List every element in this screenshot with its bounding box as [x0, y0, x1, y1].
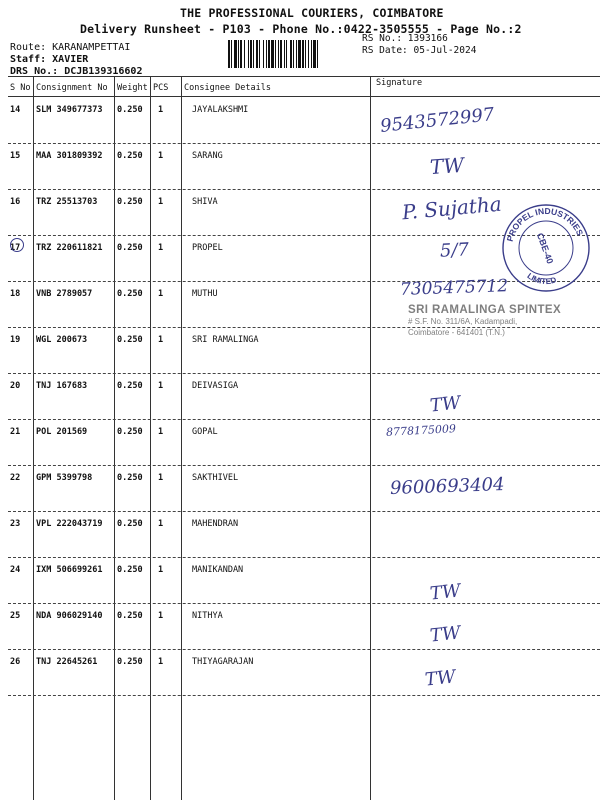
cell-weight: 0.250 — [117, 151, 143, 161]
cell-weight: 0.250 — [117, 381, 143, 391]
stamp-address-line1: # S.F. No. 311/6A, Kadampadi, — [408, 317, 518, 326]
table-row — [0, 374, 600, 420]
signature-handwriting: 7305475712 — [399, 276, 509, 300]
cell-consignment-no: IXM 506699261 — [36, 565, 103, 575]
table-row — [0, 604, 600, 650]
column-header-pcs: PCS — [153, 83, 169, 93]
cell-consignee: MUTHU — [192, 289, 218, 299]
staff-value: XAVIER — [52, 54, 89, 65]
runsheet-title: Delivery Runsheet - P103 - Phone No.:0422-3505555 - Page No.:2 — [80, 22, 522, 36]
signature-handwriting: TW — [428, 392, 462, 417]
cell-weight: 0.250 — [117, 473, 143, 483]
cell-sno: 25 — [10, 611, 21, 621]
table-row — [0, 558, 600, 604]
signature-handwriting: TW — [428, 622, 462, 647]
signature-handwriting: 9600693404 — [389, 474, 505, 499]
rs-no-value: 1393166 — [407, 33, 448, 44]
cell-pcs: 1 — [158, 473, 164, 483]
cell-consignee: DEIVASIGA — [192, 381, 239, 391]
company-title: THE PROFESSIONAL COURIERS, COIMBATORE — [180, 6, 444, 20]
table-row — [0, 512, 600, 558]
cell-consignment-no: GPM 5399798 — [36, 473, 93, 483]
signature-handwriting: TW — [429, 152, 465, 180]
drs-value: DCJB139316602 — [64, 66, 143, 77]
seal-top-text: PROPEL INDUSTRIES — [504, 205, 586, 243]
cell-consignment-no: TNJ 22645261 — [36, 657, 98, 667]
cell-consignment-no: VNB 2789057 — [36, 289, 93, 299]
propel-company-seal — [500, 202, 592, 294]
cell-consignment-no: WGL 200673 — [36, 335, 88, 345]
cell-consignee: SAKTHIVEL — [192, 473, 239, 483]
cell-consignee: MANIKANDAN — [192, 565, 244, 575]
stamp-address-line2: Coimbatore - 641401 (T.N.) — [408, 328, 505, 337]
barcode — [228, 40, 356, 68]
cell-consignment-no: MAA 301809392 — [36, 151, 103, 161]
cell-pcs: 1 — [158, 657, 164, 667]
header-bottom-rule — [8, 96, 600, 97]
route-value: KARANAMPETTAI — [52, 42, 131, 53]
cell-pcs: 1 — [158, 289, 164, 299]
route-label: Route: — [10, 42, 47, 53]
staff-label: Staff: — [10, 54, 47, 65]
cell-consignee: THIYAGARAJAN — [192, 657, 254, 667]
cell-sno: 23 — [10, 519, 21, 529]
rs-date-value: 05-Jul-2024 — [413, 45, 477, 56]
cell-sno: 26 — [10, 657, 21, 667]
cell-sno: 22 — [10, 473, 21, 483]
rs-no-label: RS No.: — [362, 33, 403, 44]
signature-handwriting: TW — [428, 580, 462, 605]
cell-sno: 18 — [10, 289, 21, 299]
cell-weight: 0.250 — [117, 243, 143, 253]
cell-consignee: MAHENDRAN — [192, 519, 239, 529]
cell-sno: 17 — [10, 243, 21, 253]
cell-sno: 19 — [10, 335, 21, 345]
rs-no-line — [362, 33, 448, 44]
cell-consignee: PROPEL — [192, 243, 223, 253]
cell-pcs: 1 — [158, 427, 164, 437]
cell-sno: 20 — [10, 381, 21, 391]
staff-line — [10, 54, 88, 65]
cell-consignment-no: TRZ 25513703 — [36, 197, 98, 207]
cell-weight: 0.250 — [117, 565, 143, 575]
table-row — [0, 650, 600, 696]
seal-bottom-text: LIMITED — [525, 271, 558, 287]
cell-pcs: 1 — [158, 151, 164, 161]
cell-pcs: 1 — [158, 335, 164, 345]
svg-text:LIMITED — [525, 271, 557, 286]
column-header-consignment: Consignment No — [36, 83, 108, 93]
cell-consignment-no: SLM 349677373 — [36, 105, 103, 115]
drs-label: DRS No.: — [10, 66, 59, 77]
cell-pcs: 1 — [158, 519, 164, 529]
cell-pcs: 1 — [158, 197, 164, 207]
cell-sno: 15 — [10, 151, 21, 161]
cell-pcs: 1 — [158, 565, 164, 575]
signature-handwriting: 5/7 — [439, 239, 470, 262]
cell-pcs: 1 — [158, 105, 164, 115]
row-separator — [8, 695, 600, 696]
cell-weight: 0.250 — [117, 197, 143, 207]
cell-weight: 0.250 — [117, 611, 143, 621]
cell-consignee: SRI RAMALINGA — [192, 335, 259, 345]
cell-consignment-no: TRZ 220611821 — [36, 243, 103, 253]
table-top-rule — [8, 76, 600, 77]
signature-handwriting: P. Sujatha — [401, 191, 503, 225]
column-header-signature: Signature — [376, 78, 423, 88]
sri-ramalinga-stamp — [408, 305, 561, 338]
table-row — [0, 144, 600, 190]
signature-handwriting: TW — [423, 666, 457, 691]
cell-weight: 0.250 — [117, 105, 143, 115]
cell-weight: 0.250 — [117, 519, 143, 529]
stamp-company-name: SRI RAMALINGA SPINTEX — [408, 304, 562, 316]
cell-weight: 0.250 — [117, 657, 143, 667]
rs-date-label: RS Date: — [362, 45, 408, 56]
cell-consignee: SARANG — [192, 151, 223, 161]
signature-handwriting: 8778175009 — [385, 422, 457, 439]
cell-consignee: SHIVA — [192, 197, 218, 207]
cell-pcs: 1 — [158, 381, 164, 391]
cell-consignment-no: VPL 222043719 — [36, 519, 103, 529]
cell-sno: 14 — [10, 105, 21, 115]
route-line — [10, 42, 130, 53]
table-row — [0, 466, 600, 512]
cell-consignment-no: POL 201569 — [36, 427, 88, 437]
cell-consignee: GOPAL — [192, 427, 218, 437]
cell-pcs: 1 — [158, 611, 164, 621]
cell-weight: 0.250 — [117, 289, 143, 299]
cell-sno: 21 — [10, 427, 21, 437]
cell-sno: 24 — [10, 565, 21, 575]
row-mark-circle — [10, 238, 24, 252]
cell-consignment-no: NDA 906029140 — [36, 611, 103, 621]
cell-pcs: 1 — [158, 243, 164, 253]
signature-handwriting: 9543572997 — [379, 104, 496, 137]
column-header-consignee: Consignee Details — [184, 83, 271, 93]
table-row — [0, 98, 600, 144]
cell-weight: 0.250 — [117, 427, 143, 437]
column-header-weight: Weight — [117, 83, 148, 93]
cell-sno: 16 — [10, 197, 21, 207]
cell-consignment-no: TNJ 167683 — [36, 381, 88, 391]
cell-weight: 0.250 — [117, 335, 143, 345]
rs-date-line — [362, 45, 476, 56]
cell-consignee: NITHYA — [192, 611, 223, 621]
seal-center-text: CBE-40 — [534, 231, 556, 266]
column-header-sno: S No — [10, 83, 31, 93]
table-row — [0, 420, 600, 466]
cell-consignee: JAYALAKSHMI — [192, 105, 249, 115]
